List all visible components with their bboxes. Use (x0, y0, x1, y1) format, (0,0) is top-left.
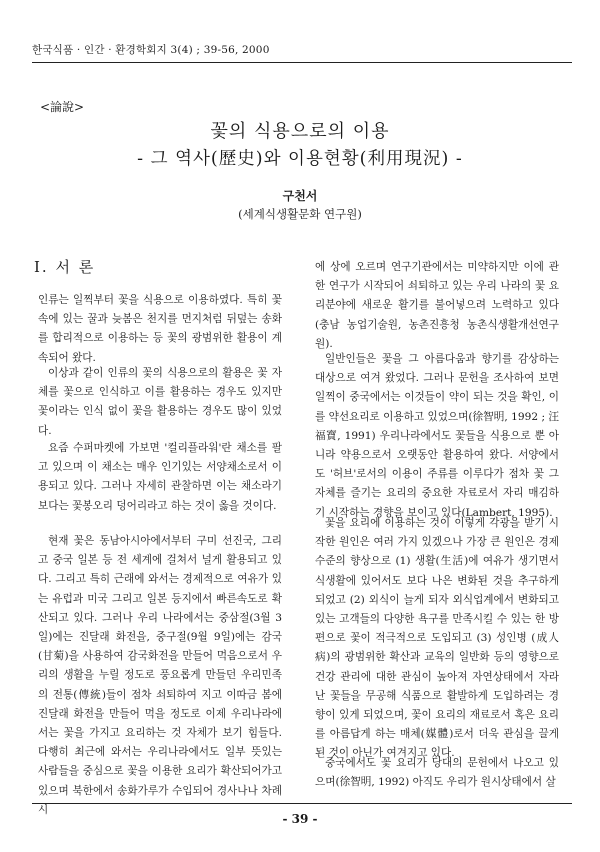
journal-header: 한국식품 · 인간 · 환경학회지 3(4) ; 39-56, 2000 (32, 44, 270, 56)
article-subtitle: - 그 역사(歷史)와 이용현황(利用現況) - (137, 149, 463, 169)
article-title: 꽃의 식용으로의 이용 (210, 121, 390, 142)
paragraph: 인류는 일찍부터 꽃을 식용으로 이용하였다. 특히 꽃 속에 있는 꿀과 늦봄은 천지를 먼지처럼 뒤덮는 송화를 합리적으로 이용하는 등 꽃의 광범위한 활용이 계속되어 왔다. (38, 294, 282, 364)
article-category: <論說> (40, 100, 85, 114)
footer-rule (32, 803, 572, 804)
page-number: - 39 - (282, 812, 318, 826)
section-heading: Ⅰ. 서 론 (34, 258, 96, 276)
paragraph: 현재 꽃은 동남아시아에서부터 구미 선진국, 그리고 중국 일본 등 전 세계에 걸쳐서 널게 활용되고 있다. 그리고 특히 근래에 와서는 경제적으로 여유가 있는 유럽과 미국 그리고 일본 등지에서 빠른속도로 확산되고 있다. 그러나 우리 나라에서는 중삼절(3월 3일)에는 진달래 화전을, 중구절(9월 9일)에는 감국(甘菊)을 사용하여 감국화전을 만들어 먹음으로서 우리의 생활을 누릴 정도로 풍요롭게 만들던 우리민족의 전통(傳統)들이 점차 쇠퇴하여 지고 이따금 봄에 진달래 화전을 만들어 먹을 정도로 이제 우리나라에서는 꽃을 가지고 요리하는 것 자체가 보기 힘들다. 다행히 최근에 와서는 우리나라에서도 일부 뜻있는 사람들을 중심으로 꽃을 이용한 요리가 확산되어가고 있으며 북한에서 송화가루가 수입되어 경사나나 차례시 (38, 535, 282, 816)
paragraph: 에 상에 오르며 연구기관에서는 미약하지만 이에 관한 연구가 시작되어 쇠퇴하고 있는 우리 나라의 꽃 요리분야에 새로운 활기를 불어넣으려 노력하고 있다 (충남 농업기술원, 농촌진흥청 농촌식생활개선연구원). (315, 261, 559, 350)
paragraph: 요즘 수퍼마켓에 가보면 '컬리플라워'란 채소를 팔고 있으며 이 채소는 매우 인기있는 서양채소로서 이용되고 있다. 그러나 자세히 관찰하면 이는 채소라기 보다는 꽃봉오리 덩어리라고 하는 것이 옳을 것이다. (38, 442, 282, 512)
header-rule (32, 62, 572, 63)
paragraph: 일반인들은 꽃을 그 아름다움과 향기를 감상하는 대상으로 여겨 왔었다. 그러나 문헌을 조사하여 보면 일찍이 중국에서는 이것들이 약이 되는 것을 확인, 이를 약선요리로 이용하고 있었으며(徐智明, 1992 ; 汪福寶, 1991) 우리나라에서도 꽃들을 식용으로 뿐 아니라 약용으로서 오랫동안 활용하여 왔다. 서양에서도 '허브'로서의 이용이 주류를 이루다가 점차 꽃 그 자체를 즐기는 요리의 중요한 자료로서 자리 매김하기 시작하는 경향을 보이고 있다(Lambert, 1995). (315, 353, 559, 519)
paragraph: 꽃을 요리에 이용하는 것이 이렇게 각광을 받기 시작한 원인은 여러 가지 있겠으나 가장 큰 원인은 경제수준의 향상으로 (1) 생활(生活)에 여유가 생기면서 식생활에 있어서도 보다 나은 변화된 것을 추구하게 되었고 (2) 외식이 늘게 되자 외식업계에서 변화되고 있는 고객들의 다양한 욕구를 만족시킬 수 있는 한 방편으로 꽃이 적극적으로 도입되고 (3) 성인병 (成人病)의 광범위한 확산과 교육의 일반화 등의 영향으로 건강 관리에 대한 관심이 높아져 자연상태에서 자라난 꽃들을 무공해 식품으로 활발하게 도입하려는 경향이 있게 되었으며, 꽃이 요리의 재료로서 혹은 요리를 아름답게 하는 매체(媒體)로서 더욱 관심을 끌게 된 것이 아닌가 여겨지고 있다. (315, 517, 559, 760)
author-affiliation: (세계식생활문화 연구원) (238, 207, 362, 221)
author-name: 구천서 (282, 189, 318, 203)
paragraph: 이상과 같이 인류의 꽃의 식용으로의 활용은 꽃 자체를 꽃으로 인식하고 이를 활용하는 경우도 있지만 꽃이라는 인식 없이 꽃을 활용하는 경우도 많이 있었다. (38, 367, 282, 437)
paragraph: 중국에서도 꽃 요리가 당대의 문헌에서 나오고 있으며(徐智明, 1992) 아직도 우리가 원시상태에서 살 (315, 757, 559, 789)
